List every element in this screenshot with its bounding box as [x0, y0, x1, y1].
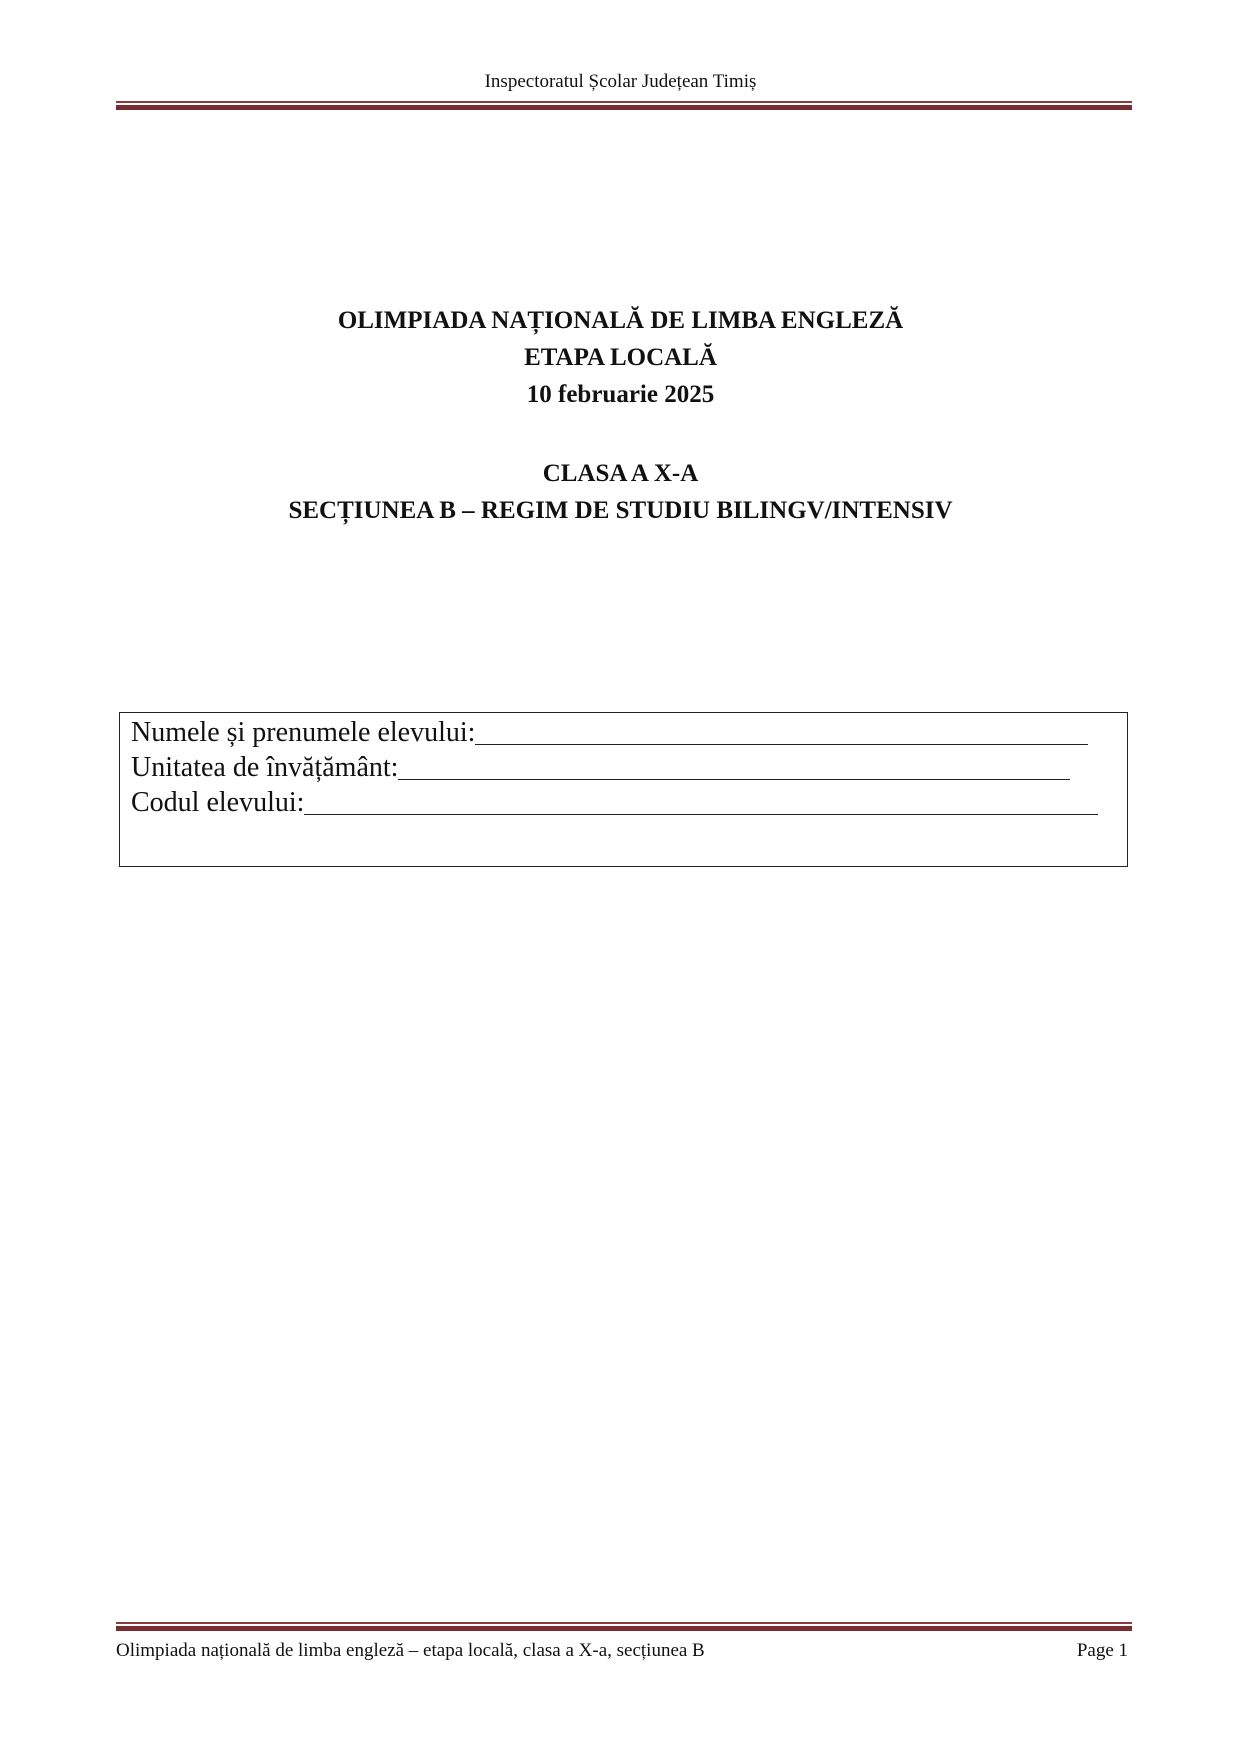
header-institution: Inspectoratul Școlar Județean Timiș — [484, 71, 757, 92]
page-number: Page 1 — [1076, 1640, 1128, 1661]
title-block — [0, 302, 1241, 413]
student-info-box — [119, 712, 1128, 867]
class-title: CLASA A X-A — [542, 460, 699, 487]
school-label: Unitatea de învățământ: — [131, 752, 399, 783]
school-field[interactable] — [398, 779, 1070, 780]
footer-rule — [116, 1622, 1132, 1631]
school-row — [131, 750, 1127, 785]
header-rule — [116, 101, 1132, 110]
stage-title: ETAPA LOCALĂ — [524, 344, 717, 371]
olympiad-title: OLIMPIADA NAȚIONALĂ DE LIMBA ENGLEZĂ — [337, 307, 904, 334]
student-name-field[interactable] — [475, 744, 1088, 745]
exam-date: 10 februarie 2025 — [526, 381, 715, 408]
section-title: SECȚIUNEA B – REGIM DE STUDIU BILINGV/INTENSIV — [288, 497, 953, 524]
footer-text: Olimpiada națională de limba engleză – etapa locală, clasa a X-a, secțiunea B — [116, 1640, 705, 1661]
section-block — [0, 455, 1241, 529]
student-name-row — [131, 715, 1127, 750]
student-code-row — [131, 785, 1127, 820]
student-code-field[interactable] — [304, 814, 1098, 815]
student-code-label: Codul elevului: — [131, 787, 305, 818]
student-name-label: Numele și prenumele elevului: — [131, 717, 476, 748]
